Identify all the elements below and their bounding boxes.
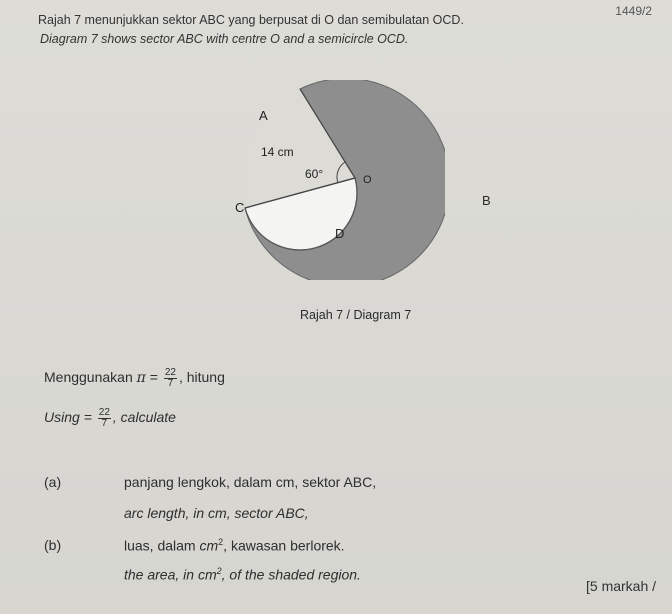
part-b-english-sup: 2: [216, 566, 222, 576]
equals-sign-english: =: [83, 409, 92, 426]
label-d: D: [335, 226, 345, 241]
part-b-label: (b): [44, 537, 62, 553]
fraction-22-7: [164, 368, 177, 389]
label-b-text: B: [482, 193, 491, 208]
fraction-numerator: 22: [164, 367, 176, 378]
label-angle: 60°: [305, 167, 324, 181]
label-radius: 14 cm: [261, 145, 294, 159]
pi-symbol: π: [136, 370, 146, 387]
label-c: C: [235, 200, 245, 215]
part-a-malay: panjang lengkok, dalam cm, sektor ABC,: [124, 474, 377, 490]
label-a: A: [259, 108, 268, 123]
fraction-denominator: 7: [167, 378, 174, 389]
sector-diagram: [205, 80, 445, 280]
part-a-english: arc length, in cm, sector ABC,: [124, 505, 309, 521]
fraction-numerator-english: 22: [98, 407, 110, 418]
instruction-malay-prefix: Menggunakan: [44, 369, 133, 386]
label-o: O: [363, 174, 372, 186]
question-text-english: Diagram 7 shows sector ABC with centre O and a semicircle OCD.: [40, 32, 409, 46]
instruction-malay: [44, 368, 225, 389]
part-a-label: (a): [44, 474, 62, 490]
fraction-denominator-english: 7: [101, 418, 108, 429]
part-b-english: [124, 566, 361, 583]
part-b-malay-pre: luas, dalam: [124, 537, 200, 554]
question-text-malay: Rajah 7 menunjukkan sektor ABC yang berpusat di O dan semibulatan OCD.: [38, 13, 464, 27]
part-b-malay-unit: cm: [199, 537, 219, 554]
instruction-english: [44, 408, 176, 429]
instruction-english-suffix: , calculate: [112, 409, 176, 426]
part-b-malay-post: , kawasan berlorek.: [223, 537, 345, 554]
diagram-caption: Rajah 7 / Diagram 7: [300, 308, 412, 322]
equals-sign: =: [149, 369, 158, 386]
marks-label: [5 markah /: [586, 578, 657, 594]
fraction-22-7-english: [98, 408, 111, 429]
part-b-english-pre: the area, in: [124, 566, 198, 583]
part-b-malay: [124, 537, 345, 554]
part-b-malay-sup: 2: [218, 537, 224, 547]
instruction-english-prefix: Using: [44, 409, 80, 426]
part-b-english-post: , of the shaded region.: [221, 566, 361, 583]
part-b-english-unit: cm: [197, 566, 217, 583]
instruction-malay-suffix: , hitung: [178, 369, 225, 386]
paper-code: 1449/2: [615, 4, 652, 18]
